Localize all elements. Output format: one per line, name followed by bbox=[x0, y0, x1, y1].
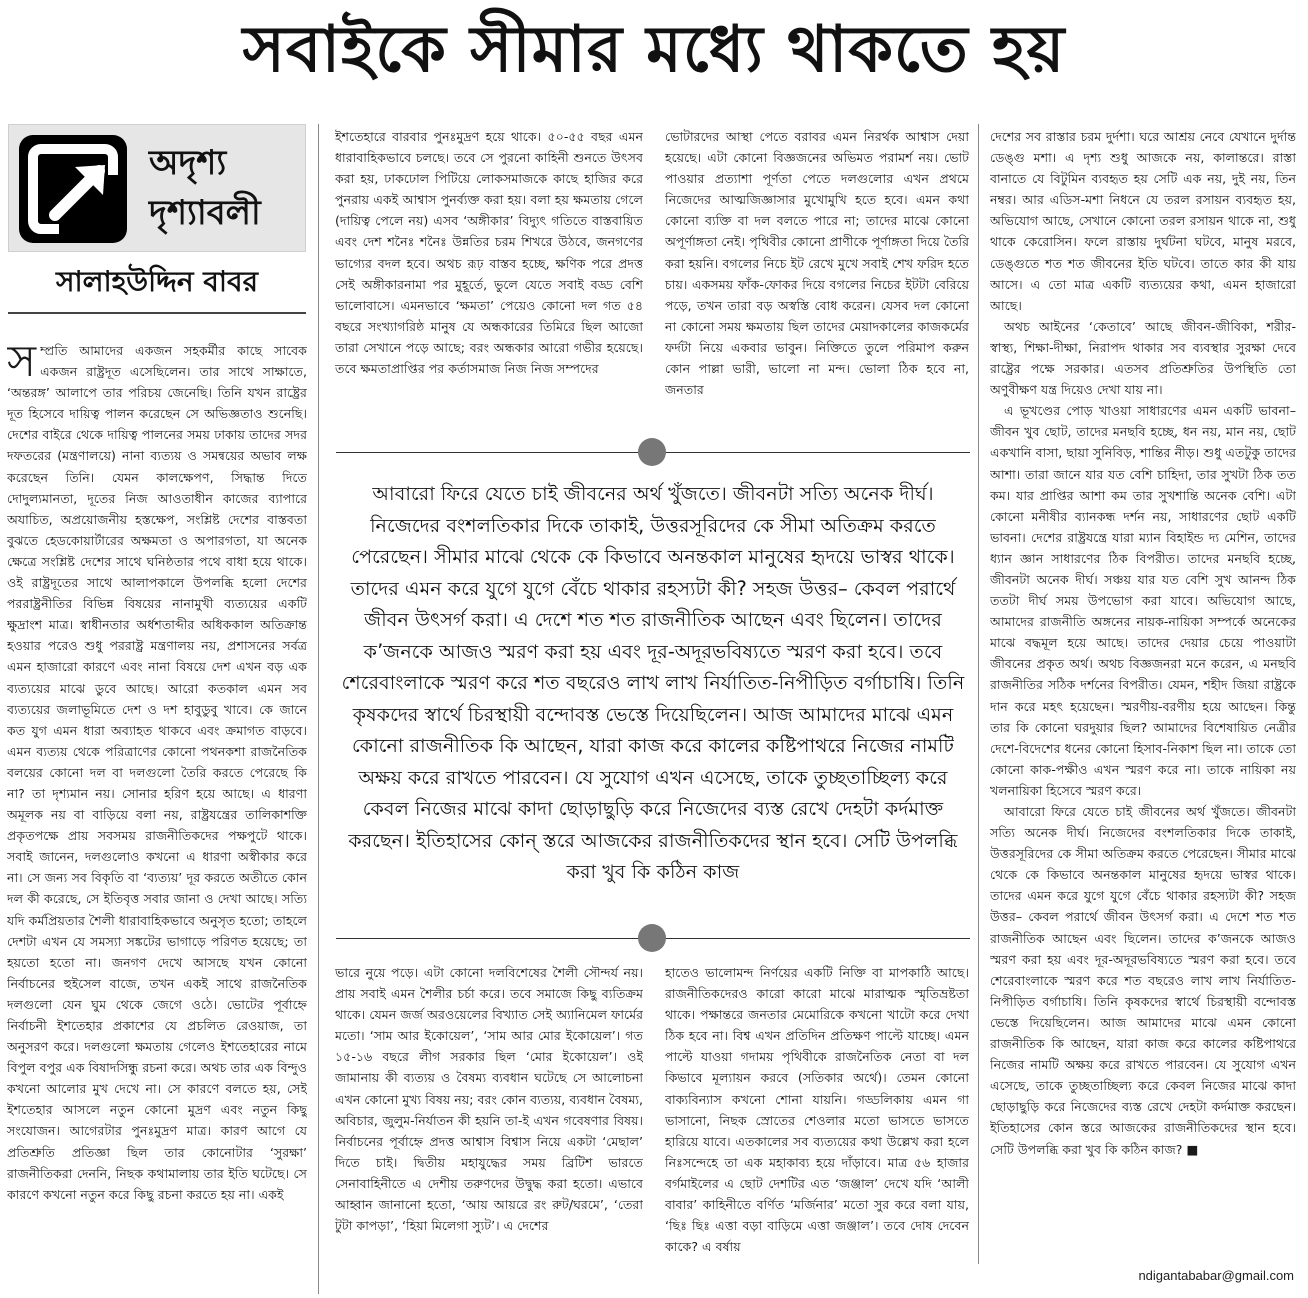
pullquote-dot-bottom bbox=[638, 924, 666, 952]
paragraph-text: ম্প্রতি আমাদের একজন সহকর্মীর কাছে সাবেক একজন রাষ্ট্রদূত এসেছিলেন। তার সাথে সাক্ষাতে, ‘অন্তরঙ্গ’ আলাপে তার পরিচয় জেনেছি। তিনি যখন রাষ্ট্রের দূত হিসেবে দায়িত্ব পালন করেছেন সে অভিজ্ঞতাও শুনেছি। দেশের বাইরে থেকে দায়িত্ব পালনের সময় ঢাকায় তাদের সদর দফতরের (মন্ত্রণালয়ে) নানা ব্যত্যয় ও সমন্বয়ের অভাব লক্ষ করেছেন তিনি। যেমন কালক্ষেপণ, সিদ্ধান্ত দিতে দোদুল্যমানতা, দূতের নিজ আওতাধীন কাজের ব্যাপারে অযাচিত, অপ্রয়োজনীয় হস্তক্ষেপ, সংশ্লিষ্ট দেশের বাস্তবতা বুঝতে হেডকোয়ার্টারের অক্ষমতা ও অপারগতা, যা অনেক ক্ষেত্রে সংশ্লিষ্ট দেশের সাথে ঘনিষ্ঠতার পথে বাধা হয়ে থাকে। ওই রাষ্ট্রদূতের সাথে আলাপকালে উপলব্ধি হলো দেশের পররাষ্ট্রনীতির বিভিন্ন বিষয়ের নানামুখী ব্যত্যয়ের একটি ক্ষুদ্রাংশ মাত্র। স্বাধীনতার অর্ধশতাব্দীর অধিককাল অতিক্রান্ত হওয়ার পরেও শুধু পররাষ্ট্র মন্ত্রণালয় নয়, প্রশাসনের সর্বত্র এমন হাজারো কারণে এবং নানা বিষয়ে দেশ এখন বড় এক ব্যত্যয়ের মাঝে ডুবে আছে। আরো কতকাল এমন সব ব্যত্যয়ের জলাভূমিতে দেশ ও দশ হাবুডুবু খাবে। কে জানে কত যুগ এমন ধারা অব্যাহত থাকবে এবং ক্রমাগত বাড়বে। এমন ব্যত্যয় থেকে পরিত্রাণের কোনো পথনকশা রাজনৈতিক বলয়ের কোনো দল বা দলগুলো তৈরি করতে পেরেছে কি না? তা দৃশ্যমান নয়। সোনার হরিণ হয়ে আছে। এ ধারণা অমূলক নয় বা বাড়িয়ে বলা নয়, রাষ্ট্রযন্ত্রের তালিকাশক্তি প্রকৃতপক্ষে প্রায় সবসময় রাজনীতিকদের পক্ষপুটে থাকে। সবাই জানেন, দলগুলোও কখনো এ ধারণা অস্বীকার করে না। সে জন্য সব বিকৃতি বা ‘ব্যত্যয়’ দূর করতে অতীতে কোন দল কী করেছে, সে ইতিবৃত্ত সবার জানা ও দেখা আছে। সত্যি যদি কর্মপ্রিয়তার শৈলী ধারাবাহিকভাবে অনুসৃত হতো; তাহলে দেশটা এখন যে সমস্যা সঙ্কটের ভাগাড়ে পরিণত হয়েছে; তা হয়তো হতো না। জনগণ দেখে আসছে যখন কোনো নির্বাচনের হুইসেল বাজে, তখন একই সাথে রাজনৈতিক দলগুলো যেন ঘুম থেকে জেগে ওঠে। ভোটের পূর্বাহ্নে নির্বাচনী ইশতেহার প্রকাশের যে প্রচলিত রেওয়াজ, তা অনুসরণ করে। দলগুলো ক্ষমতায় গেলেও ইশতেহারের নামে বিপুল বপুর এক বিষাদসিন্ধু রচনা করে। অথচ তার এক বিন্দুও কখনো আলোর মুখ দেখে না। সে কারণে বলতে হয়, সেই ইশতেহার আসলে নতুন কোনো মুদ্রণ এবং নতুন কিছু সংযোজন। আগেরটার পুনঃমুদ্রণ মাত্র। কারণ আগে যে প্রতিশ্রুতি প্রতিজ্ঞা ছিল তার কোনোটার ‘সুরক্ষা’ রাজনীতিকরা দেননি, নিছক কথামালায় তার ইতি ঘটেছে। সে কারণে কখনো নতুন করে কিছু রচনা করতে হয় না। একই bbox=[7, 343, 307, 1202]
article-column-4 bbox=[990, 126, 1296, 1266]
article-column-1 bbox=[7, 340, 307, 1295]
paragraph: ভারে নুয়ে পড়ে। এটা কোনো দলবিশেষের শৈলী সৌন্দর্য নয়। প্রায় সবাই এমন শৈলীর চর্চা করে। তবে সমাজে কিছু ব্যতিক্রম থাকে। যেমন জর্জ অরওয়েলের বিখ্যাত সেই অ্যানিমেল ফার্মের মতো। ‘সাম আর ইকোয়েল’, ‘সাম আর মোর ইকোয়েল’। গত ১৫-১৬ বছরে লীগ সরকার ছিল ‘মোর ইকোয়েল’। ওই জামানায় কী ব্যত্যয় ও বৈষম্য ব্যবধান ঘটেছে সে আলোচনা এখন কোনো মুখ্য বিষয় নয়; বরং কোন ব্যত্যয়, ব্যবধান বৈষম্য, অবিচার, জুলুম-নির্যাতন কী হয়নি তা-ই এখন গবেষণার বিষয়। নির্বাচনের পূর্বাহ্নে প্রদত্ত আশ্বাস বিশ্বাস নিয়ে একটা ‘মেছাল’ দিতে চাই। দ্বিতীয় মহাযুদ্ধের সময় ব্রিটিশ ভারতে সেনাবাহিনীতে এ দেশীয় তরুণদের উদ্বুদ্ধ করা হতো। এভাবে আহ্বান জানানো হতো, ‘আয় আয়রে রং রুট/ঘরমে’, ‘তেরা টুটা কাপড়া’, ‘হিয়া মিলেগা স্যুট’। এ দেশের bbox=[335, 965, 643, 1234]
paragraph: ভোটারদের আস্থা পেতে বরাবর এমন নিরর্থক আশ্বাস দেয়া হয়েছে। এটা কোনো বিজ্ঞজনের অভিমত পরামর্শ নয়। ভোট পাওয়ার প্রত্যাশা পূর্ণতা পেতে দলগুলোর এখন প্রথমে নিজেদের আত্মজিজ্ঞাসার মুখোমুখি হতে হবে। এমন কথা কোনো ব্যক্তি বা দল বলতে পারে না; তাদের মাঝে কোনো অপূর্ণাঙ্গতা নেই। পৃথিবীর কোনো প্রাণীকে পূর্ণাঙ্গতা দিয়ে তৈরি করা হয়নি। বগলের নিচে ইট রেখে মুখে সবাই শেখ ফরিদ হতে চায়। একসময় ফাঁক-ফোকর দিয়ে বগলের নিচের ইটটা বেরিয়ে পড়ে, তখন তারা বড় অস্বস্তি বোধ করেন। যেসব দল কোনো না কোনো সময় ক্ষমতায় ছিল তাদের মেয়াদকালের কাজকর্মের ফর্দটা নিয়ে একবার ভাবুন। নিক্তিতে তুলে পরিমাপ করুন কোন পাল্লা ভারী, ভালো না মন্দ। ভোলা ঠিক হবে না, জনতার bbox=[665, 129, 969, 398]
column-logo bbox=[8, 124, 306, 252]
pullquote-dot-top bbox=[638, 438, 666, 466]
arrow-box-icon bbox=[19, 135, 127, 243]
article-column-3-top bbox=[665, 126, 969, 416]
logo-title-line1: অদৃশ্য bbox=[149, 143, 227, 183]
author-name: সালাহউদ্দিন বাবর bbox=[56, 265, 258, 298]
paragraph: হাতেও ভালোমন্দ নির্ণয়ের একটি নিক্তি বা মাপকাঠি আছে। রাজনীতিকদেরও কারো কারো মাঝে মারাত্মক স্মৃতিভ্রষ্টতা থাকে। পক্ষান্তরে জনতার মেমোরিকে কখনো খাটো করে দেখা ঠিক হবে না। বিশ্ব এখন প্রতিদিন প্রতিক্ষণ পাল্টে যাচ্ছে। এমন পাল্টে যাওয়া গদাময় পৃথিবীকে রাজনৈতিক নেতা বা দল কিভাবে মূল্যায়ন করবে (সতিকার অর্থে)। তেমন কোনো বাক্যবিন্যাস কখনো শোনা যায়নি। গড্ডলিকায় এমন গা ভাসানো, নিছক স্রোতের শেওলার মতো ভাসতে ভাসতে হারিয়ে যাবে। এতকালের সব ব্যত্যয়ের কথা উল্লেখ করা হলে নিঃসন্দেহে তা এক মহাকাব্য হয়ে দাঁড়াবে। মাত্র ৫৬ হাজার বর্গমাইলের এ ছোট দেশটির এত ‘জঞ্জাল’ দেখে যদি ‘আলী বাবার’ কাহিনীতে বর্ণিত ‘মর্জিনার’ মতো সুর করে বলা যায়, ‘ছিঃ ছিঃ এত্তা বড়া বাড়িমে এত্তা জঞ্জাল’। তবে দোষ দেবেন কাকে? এ বর্ষায় bbox=[665, 965, 969, 1255]
pullquote: আবারো ফিরে যেতে চাই জীবনের অর্থ খুঁজতে। জীবনটা সত্যি অনেক দীর্ঘ। নিজেদের বংশলতিকার দিকে তাকাই, উত্তরসূরিদের কে সীমা অতিক্রম করতে পেরেছেন। সীমার মাঝে থেকে কে কিভাবে অনন্তকাল মানুষের হৃদয়ে ভাস্বর থাকে। তাদের এমন করে যুগে যুগে বেঁচে থাকার রহস্যটা কী? সহজ উত্তর– কেবল পরার্থে জীবন উৎসর্গ করা। এ দেশে শত শত রাজনীতিক আছেন এবং ছিলেন। তাদের ক’জনকে আজও স্মরণ করা হয় এবং দূর-অদূরভবিষ্যতে স্মরণ করা হবে। তবে শেরেবাংলাকে স্মরণ করে শত বছরেও লাখ লাখ নির্যাতিত-নিপীড়িত বর্গাচাষি। তিনি কৃষকদের স্বার্থে চিরস্থায়ী বন্দোবস্ত ভেস্তে দিয়েছিলেন। আজ আমাদের মাঝে এমন কোনো রাজনীতিক কি আছেন, যারা কাজ করে কালের কষ্টিপাথরে নিজের নামটি অক্ষয় করে রাখতে পারবেন। যে সুযোগ এখন এসেছে, তাকে তুচ্ছতাচ্ছিল্য করে কেবল নিজের মাঝে কাদা ছোড়াছুড়ি করে নিজেদের ব্যস্ত রেখে দেহটা কর্দমাক্ত করছেন। ইতিহাসের কোন্ স্তরে আজকের রাজনীতিকদের স্থান হবে। সেটি উপলব্ধি করা খুব কি কঠিন কাজ bbox=[341, 482, 965, 883]
paragraph: এ ভূখণ্ডের পোড় খাওয়া সাধারণের এমন একটি ভাবনা– জীবন খুব ছোট, তাদের মনছবি হচ্ছে, ধন নয়, মান নয়, ছোট একখানি বাসা, ছায়া সুনিবিড়, শান্তির নীড়। শুধু এতটুকু তাদের আশা। তারা জানে যার যত বেশি চাহিদা, তার সুখটা ঠিক তত কম। যার প্রাপ্তির আশা কম তার সুখশান্তি অনেক বেশি। এটা কোনো মনীষীর ব্যানকন্ধ দর্শন নয়, সাধারণের ছোট একটি ভাবনা। দেশের রাষ্ট্রযন্ত্রে যারা ম্যান বিহাইন্ড দ্য মেশিন, তাদের ধ্যান জ্ঞান সাধারণের ঠিক বিপরীত। তাদের মনছবি হচ্ছে, জীবনটা অনেক দীর্ঘ। সঞ্চয় যার যত বেশি সুখ আনন্দ ঠিক ততটা দীর্ঘ সময় উপভোগ করা যাবে। অভিযোগ আছে, আমাদের রাজনীতি অঙ্গনের নায়ক-নায়িকা সম্পর্কে অনেকের মাঝে বদ্ধমূল হয়ে আছে। তাদের দেয়ার চেয়ে পাওয়াটা জীবনের প্রকৃত অর্থ। অথচ বিজ্ঞজনরা মনে করেন, এ মনছবি রাজনীতির সঠিক দর্শনের বিপরীত। যেমন, শহীদ জিয়া রাষ্ট্রকে দান করে মহৎ হয়েছেন। স্মরণীয়-বরণীয় হয়ে আছেন। কিন্তু তার কি কোনো ঘরদুয়ার ছিল? আমাদের বিশেষায়িত নেত্রীর দেশে-বিদেশের ধনের কোনো হিসাব-নিকাশ ছিল না। তাকে তো কোনো কাক-পক্ষীও এখন স্মরণ করে না। তাকে নায়িকা নয় খলনায়িকা হিসেবে স্মরণ করে। bbox=[990, 403, 1296, 798]
author-divider bbox=[8, 312, 306, 314]
article-column-2-bottom bbox=[335, 962, 643, 1292]
logo-title-line2: দৃশ্যাবলী bbox=[149, 193, 261, 233]
column-divider bbox=[978, 124, 979, 1264]
article-column-3-bottom bbox=[665, 962, 969, 1292]
column-divider bbox=[318, 124, 319, 1294]
author-email: ndigantababar@gmail.com bbox=[1138, 1268, 1294, 1283]
paragraph: দেশের সব রাস্তার চরম দুর্দশা। ঘরে আশ্রয় নেবে যেখানে দুর্দান্ত ডেঙ্গু মশা। এ দৃশ্য শুধু আজকে নয়, কালান্তরে। রাস্তা বানাতে যে বিটুমিন ব্যবহৃত হয় সেটি এক নয়, দুই নয়, তিন নম্বর। আর এডিস-মশা নিধনে যে তরল রসায়ন ব্যবহৃত হয়, অভিযোগ আছে, সেখানে কোনো তরল রসায়ন থাকে না, শুধু থাকে কেরোসিন। ফলে রাস্তায় দুর্ঘটনা ঘটবে, মানুষ মরবে, ডেঙ্গুতে শত শত জীবনের ইতি ঘটবে। তাতে কার কী যায় আসে। এ তো মাত্র একটি ব্যত্যয়ের কথা, এমন হাজারো আছে। bbox=[990, 129, 1296, 313]
paragraph bbox=[7, 340, 307, 1205]
paragraph: অথচ আইনের ‘কেতাবে’ আছে জীবন-জীবিকা, শরীর-স্বাস্থ্য, শিক্ষা-দীক্ষা, নিরাপদ থাকার সব ব্যবস্থার সুরক্ষা দেবে রাষ্ট্রের পক্ষে সরকার। এতসব প্রতিশ্রুতির উপস্থিতি তো অণুবীক্ষণ যন্ত্র দিয়েও দেখা যায় না। bbox=[990, 318, 1296, 398]
paragraph: ইশতেহারে বারবার পুনঃমুদ্রণ হয়ে থাকে। ৫০-৫৫ বছর এমন ধারাবাহিকভাবে চলছে। তবে সে পুরনো কাহিনী শুনতে উৎসব করা হয়, ঢাকঢোল পিটিয়ে লোকসমাজকে কাছে হাজির করে পুনরায় একই আশ্বাস পুনর্ব্যক্ত করা হয়। বলা হয় ক্ষমতায় গেলে (দায়িত্ব পেলে নয়) এসব ‘অঙ্গীকার’ বিদ্যুৎ গতিতে বাস্তবায়িত এবং দেশ শনৈঃ শনৈঃ উন্নতির চরম শিখরে উঠবে, জনগণের ভাগ্যের বদল হবে। অথচ রূঢ় বাস্তব হচ্ছে, ক্ষণিক পরে প্রদত্ত সেই অঙ্গীকারনামা পর মুহূর্তে, ভুলে যেতে সবাই বড্ড বেশি ভালোবাসে। এমনভাবে ‘ক্ষমতা’ পেয়েও কোনো দল গত ৫৪ বছরে সংখ্যাগরিষ্ঠ মানুষ যে অন্ধকারের তিমিরে ছিল আজো তারা সেখানে পড়ে আছে; বরং অন্ধকার আরো গভীর হয়েছে। তবে ক্ষমতাপ্রাপ্তির পর কর্তাসমাজ নিজ নিজ সম্পদের bbox=[335, 129, 643, 377]
dropcap: স bbox=[7, 340, 37, 387]
paragraph: আবারো ফিরে যেতে চাই জীবনের অর্থ খুঁজতে। জীবনটা সত্যি অনেক দীর্ঘ। নিজেদের বংশলতিকার দিকে তাকাই, উত্তরসূরিদের কে সীমা অতিক্রম করতে পেরেছেন। সীমার মাঝে থেকে কে কিভাবে অনন্তকাল মানুষের হৃদয়ে ভাস্বর থাকে। তাদের এমন করে যুগে যুগে বেঁচে থাকার রহস্যটা কী? সহজ উত্তর– কেবল পরার্থে জীবন উৎসর্গ করা। এ দেশে শত শত রাজনীতিক আছেন এবং ছিলেন। তাদের ক’জনকে আজও স্মরণ করা হয় এবং দূর-অদূরভবিষ্যতে স্মরণ করা হবে। তবে শেরেবাংলাকে স্মরণ করে শত বছরেও লাখ লাখ নির্যাতিত-নিপীড়িত বর্গাচাষি। তিনি কৃষকদের স্বার্থে চিরস্থায়ী বন্দোবস্ত ভেস্তে দিয়েছিলেন। আজ আমাদের মাঝে এমন কোনো রাজনীতিক কি আছেন, যারা কাজ করে কালের কষ্টিপাথরে নিজের নামটি অক্ষয় করে রাখতে পারবেন। যে সুযোগ এখন এসেছে, তাকে তুচ্ছতাচ্ছিল্য করে কেবল নিজের মাঝে কাদা ছোড়াছুড়ি করে নিজেদের ব্যস্ত রেখে দেহটা কর্দমাক্ত করছেন। ইতিহাসের কোন স্তরে আজকের রাজনীতিকদের স্থান হবে। সেটি উপলব্ধি করা খুব কি কঠিন কাজ? ■ bbox=[990, 804, 1296, 1157]
headline: সবাইকে সীমার মধ্যে থাকতে হয় bbox=[242, 12, 1066, 87]
article-column-2-top bbox=[335, 126, 643, 416]
